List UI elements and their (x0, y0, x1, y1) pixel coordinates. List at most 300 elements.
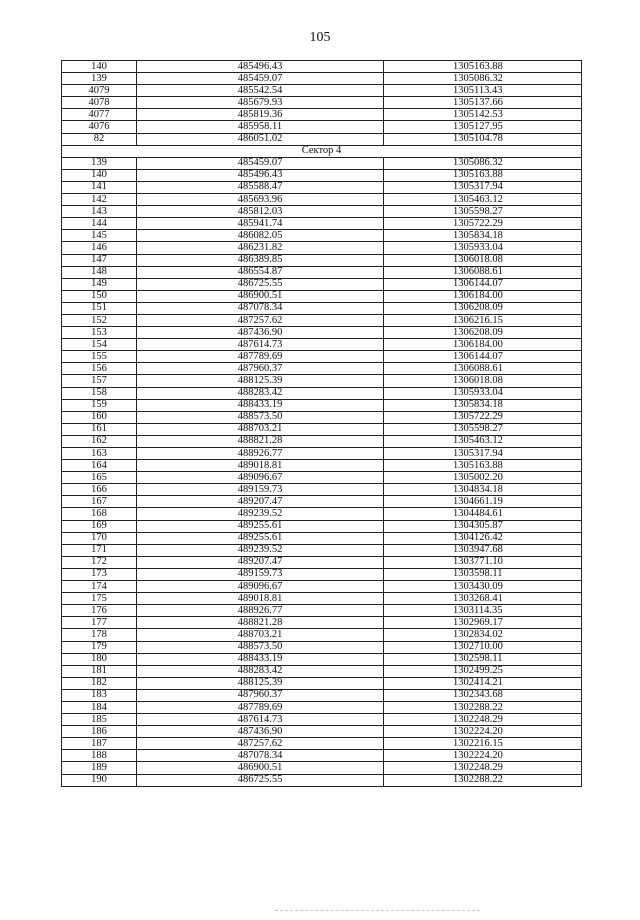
table-row (62, 738, 582, 750)
x-coordinate-cell: 486725.55 (137, 278, 384, 290)
table-row (62, 339, 582, 351)
y-coordinate-value: 1303771.10 (453, 556, 503, 568)
page-number: 105 (309, 30, 331, 45)
y-coordinate-cell (384, 738, 582, 750)
y-coordinate-cell (384, 714, 582, 726)
point-number-cell: 4078 (62, 97, 137, 109)
point-number-cell: 144 (62, 218, 137, 230)
y-coordinate-value: 1305104.78 (453, 133, 503, 145)
y-coordinate-value: 1304661.19 (453, 495, 503, 507)
y-coordinate-cell (384, 363, 582, 375)
y-coordinate-value: 1304484.61 (453, 508, 503, 520)
x-coordinate-cell: 486900.51 (137, 290, 384, 302)
y-coordinate-value: 1306144.07 (453, 350, 503, 362)
y-coordinate-value: 1305002.20 (453, 471, 503, 483)
table-row (62, 351, 582, 363)
x-coordinate-cell: 485542.54 (137, 85, 384, 97)
x-coordinate-cell: 488703.21 (137, 423, 384, 435)
table-row (62, 484, 582, 496)
x-coordinate-cell: 485941.74 (137, 218, 384, 230)
point-number-cell: 190 (62, 774, 137, 786)
y-coordinate-cell (384, 242, 582, 254)
y-coordinate-value: 1305163.88 (453, 169, 503, 181)
y-coordinate-cell (384, 73, 582, 85)
y-coordinate-cell (384, 532, 582, 544)
y-coordinate-value: 1305142.53 (453, 108, 503, 120)
y-coordinate-value: 1305127.95 (453, 121, 503, 133)
point-number-cell: 82 (62, 133, 137, 145)
x-coordinate-cell: 486389.85 (137, 254, 384, 266)
y-coordinate-cell (384, 327, 582, 339)
point-number-cell: 173 (62, 568, 137, 580)
x-coordinate-cell: 488821.28 (137, 435, 384, 447)
y-coordinate-value: 1305722.29 (453, 217, 503, 229)
y-coordinate-cell (384, 290, 582, 302)
y-coordinate-value: 1305317.94 (453, 181, 503, 193)
table-row (62, 689, 582, 701)
table-row (62, 133, 582, 145)
y-coordinate-cell (384, 774, 582, 786)
table-row (62, 194, 582, 206)
y-coordinate-cell (384, 605, 582, 617)
point-number-cell: 180 (62, 653, 137, 665)
table-row (62, 496, 582, 508)
table-row (62, 677, 582, 689)
point-number-cell: 140 (62, 61, 137, 73)
x-coordinate-cell: 485459.07 (137, 157, 384, 169)
x-coordinate-cell: 485819.36 (137, 109, 384, 121)
table-row (62, 726, 582, 738)
y-coordinate-cell (384, 230, 582, 242)
x-coordinate-cell: 488703.21 (137, 629, 384, 641)
table-row (62, 85, 582, 97)
y-coordinate-cell (384, 387, 582, 399)
x-coordinate-cell: 487960.37 (137, 363, 384, 375)
table-row (62, 411, 582, 423)
x-coordinate-cell: 489239.52 (137, 508, 384, 520)
y-coordinate-cell (384, 218, 582, 230)
x-coordinate-cell: 488926.77 (137, 605, 384, 617)
point-number-cell: 177 (62, 617, 137, 629)
point-number-cell: 183 (62, 689, 137, 701)
table-row (62, 762, 582, 774)
point-number-cell: 165 (62, 472, 137, 484)
y-coordinate-cell (384, 556, 582, 568)
table-row (62, 581, 582, 593)
x-coordinate-cell: 485496.43 (137, 169, 384, 181)
table-row (62, 605, 582, 617)
x-coordinate-cell: 489255.61 (137, 520, 384, 532)
y-coordinate-cell (384, 61, 582, 73)
y-coordinate-cell (384, 665, 582, 677)
x-coordinate-cell: 488433.19 (137, 653, 384, 665)
table-row (62, 121, 582, 133)
table-row (62, 750, 582, 762)
point-number-cell: 162 (62, 435, 137, 447)
point-number-cell: 143 (62, 206, 137, 218)
point-number-cell: 187 (62, 738, 137, 750)
x-coordinate-cell: 485693.96 (137, 194, 384, 206)
x-coordinate-cell: 488573.50 (137, 641, 384, 653)
x-coordinate-cell: 487257.62 (137, 314, 384, 326)
y-coordinate-cell (384, 194, 582, 206)
point-number-cell: 182 (62, 677, 137, 689)
table-row (62, 254, 582, 266)
y-coordinate-value: 1302248.29 (453, 713, 503, 725)
table-row (62, 242, 582, 254)
y-coordinate-value: 1302248.29 (453, 761, 503, 773)
x-coordinate-cell: 488433.19 (137, 399, 384, 411)
point-number-cell: 154 (62, 339, 137, 351)
y-coordinate-value: 1306216.15 (453, 314, 503, 326)
table-row (62, 314, 582, 326)
y-coordinate-value: 1302414.21 (453, 677, 503, 689)
table-row (62, 181, 582, 193)
y-coordinate-cell (384, 169, 582, 181)
point-number-cell: 146 (62, 242, 137, 254)
y-coordinate-value: 1305463.12 (453, 193, 503, 205)
y-coordinate-cell (384, 109, 582, 121)
x-coordinate-cell: 489255.61 (137, 532, 384, 544)
table-row (62, 653, 582, 665)
x-coordinate-cell: 487789.69 (137, 701, 384, 713)
y-coordinate-cell (384, 750, 582, 762)
y-coordinate-cell (384, 689, 582, 701)
x-coordinate-cell: 489207.47 (137, 496, 384, 508)
x-coordinate-cell: 486231.82 (137, 242, 384, 254)
y-coordinate-value: 1305163.88 (453, 459, 503, 471)
table-row (62, 544, 582, 556)
y-coordinate-value: 1306144.07 (453, 278, 503, 290)
y-coordinate-cell (384, 85, 582, 97)
point-number-cell: 170 (62, 532, 137, 544)
table-row (62, 460, 582, 472)
y-coordinate-cell (384, 726, 582, 738)
y-coordinate-value: 1305137.66 (453, 96, 503, 108)
point-number-cell: 176 (62, 605, 137, 617)
x-coordinate-cell: 486554.87 (137, 266, 384, 278)
y-coordinate-cell (384, 653, 582, 665)
y-coordinate-cell (384, 593, 582, 605)
table-row (62, 593, 582, 605)
y-coordinate-value: 1302834.02 (453, 628, 503, 640)
point-number-cell: 171 (62, 544, 137, 556)
y-coordinate-value: 1305722.29 (453, 411, 503, 423)
table-row (62, 327, 582, 339)
table-row (62, 375, 582, 387)
table-row (62, 206, 582, 218)
y-coordinate-cell (384, 302, 582, 314)
point-number-cell: 175 (62, 593, 137, 605)
y-coordinate-cell (384, 399, 582, 411)
y-coordinate-cell (384, 181, 582, 193)
y-coordinate-cell (384, 266, 582, 278)
x-coordinate-cell: 485812.03 (137, 206, 384, 218)
table-row (62, 109, 582, 121)
bottom-rule (275, 910, 480, 911)
y-coordinate-value: 1302969.17 (453, 616, 503, 628)
y-coordinate-cell (384, 629, 582, 641)
x-coordinate-cell: 488573.50 (137, 411, 384, 423)
x-coordinate-cell: 485679.93 (137, 97, 384, 109)
point-number-cell: 157 (62, 375, 137, 387)
y-coordinate-value: 1302710.00 (453, 641, 503, 653)
table-row (62, 508, 582, 520)
table-row (62, 399, 582, 411)
point-number-cell: 141 (62, 181, 137, 193)
y-coordinate-value: 1305834.18 (453, 399, 503, 411)
y-coordinate-value: 1306184.00 (453, 290, 503, 302)
point-number-cell: 174 (62, 581, 137, 593)
y-coordinate-value: 1305933.04 (453, 241, 503, 253)
x-coordinate-cell: 486082.05 (137, 230, 384, 242)
point-number-cell: 178 (62, 629, 137, 641)
table-row (62, 520, 582, 532)
y-coordinate-cell (384, 157, 582, 169)
y-coordinate-value: 1306018.08 (453, 374, 503, 386)
x-coordinate-cell: 485588.47 (137, 181, 384, 193)
x-coordinate-cell: 485958.11 (137, 121, 384, 133)
point-number-cell: 186 (62, 726, 137, 738)
y-coordinate-cell (384, 339, 582, 351)
y-coordinate-cell (384, 544, 582, 556)
y-coordinate-value: 1306208.09 (453, 302, 503, 314)
point-number-cell: 148 (62, 266, 137, 278)
y-coordinate-value: 1303268.41 (453, 592, 503, 604)
y-coordinate-cell (384, 423, 582, 435)
y-coordinate-cell (384, 375, 582, 387)
y-coordinate-cell (384, 581, 582, 593)
y-coordinate-cell (384, 520, 582, 532)
point-number-cell: 139 (62, 157, 137, 169)
y-coordinate-value: 1305163.88 (453, 60, 503, 72)
section-header-row (62, 145, 582, 157)
x-coordinate-cell: 489239.52 (137, 544, 384, 556)
point-number-cell: 188 (62, 750, 137, 762)
x-coordinate-cell: 486051.02 (137, 133, 384, 145)
x-coordinate-cell: 485459.07 (137, 73, 384, 85)
x-coordinate-cell: 488821.28 (137, 617, 384, 629)
x-coordinate-cell: 486725.55 (137, 774, 384, 786)
point-number-cell: 147 (62, 254, 137, 266)
coordinates-table-body (62, 61, 582, 787)
point-number-cell: 156 (62, 363, 137, 375)
point-number-cell: 189 (62, 762, 137, 774)
point-number-cell: 139 (62, 73, 137, 85)
table-row (62, 73, 582, 85)
x-coordinate-cell: 487078.34 (137, 750, 384, 762)
table-row (62, 774, 582, 786)
point-number-cell: 159 (62, 399, 137, 411)
x-coordinate-cell: 488926.77 (137, 448, 384, 460)
point-number-cell: 167 (62, 496, 137, 508)
table-row (62, 472, 582, 484)
y-coordinate-value: 1303598.11 (453, 568, 503, 580)
x-coordinate-cell: 488283.42 (137, 387, 384, 399)
y-coordinate-value: 1305113.43 (453, 84, 503, 96)
table-row (62, 97, 582, 109)
y-coordinate-cell (384, 484, 582, 496)
table-row (62, 266, 582, 278)
y-coordinate-cell (384, 97, 582, 109)
y-coordinate-cell (384, 460, 582, 472)
y-coordinate-value: 1306184.00 (453, 338, 503, 350)
x-coordinate-cell: 487614.73 (137, 714, 384, 726)
table-row (62, 714, 582, 726)
y-coordinate-cell (384, 254, 582, 266)
y-coordinate-value: 1302224.20 (453, 725, 503, 737)
x-coordinate-cell: 487436.90 (137, 327, 384, 339)
y-coordinate-value: 1305317.94 (453, 447, 503, 459)
y-coordinate-cell (384, 435, 582, 447)
y-coordinate-value: 1305463.12 (453, 435, 503, 447)
point-number-cell: 166 (62, 484, 137, 496)
point-number-cell: 140 (62, 169, 137, 181)
point-number-cell: 172 (62, 556, 137, 568)
y-coordinate-value: 1305086.32 (453, 72, 503, 84)
table-row (62, 290, 582, 302)
y-coordinate-value: 1306018.08 (453, 254, 503, 266)
x-coordinate-cell: 487789.69 (137, 351, 384, 363)
point-number-cell: 151 (62, 302, 137, 314)
table-row (62, 61, 582, 73)
y-coordinate-value: 1306208.09 (453, 326, 503, 338)
table-row (62, 157, 582, 169)
point-number-cell: 169 (62, 520, 137, 532)
table-row (62, 363, 582, 375)
x-coordinate-cell: 487257.62 (137, 738, 384, 750)
y-coordinate-cell (384, 762, 582, 774)
y-coordinate-cell (384, 677, 582, 689)
y-coordinate-cell (384, 133, 582, 145)
y-coordinate-value: 1302224.20 (453, 749, 503, 761)
x-coordinate-cell: 489018.81 (137, 460, 384, 472)
table-row (62, 641, 582, 653)
y-coordinate-cell (384, 314, 582, 326)
y-coordinate-value: 1302216.15 (453, 737, 503, 749)
table-row (62, 387, 582, 399)
x-coordinate-cell: 488125.39 (137, 375, 384, 387)
point-number-cell: 153 (62, 327, 137, 339)
y-coordinate-cell (384, 121, 582, 133)
table-row (62, 556, 582, 568)
table-row (62, 302, 582, 314)
y-coordinate-value: 1303430.09 (453, 580, 503, 592)
table-row (62, 617, 582, 629)
y-coordinate-value: 1304305.87 (453, 520, 503, 532)
y-coordinate-value: 1305933.04 (453, 387, 503, 399)
x-coordinate-cell: 488125.39 (137, 677, 384, 689)
y-coordinate-value: 1305598.27 (453, 205, 503, 217)
y-coordinate-value: 1302288.22 (453, 701, 503, 713)
y-coordinate-value: 1303947.68 (453, 544, 503, 556)
y-coordinate-value: 1302288.22 (453, 774, 503, 786)
section-label: Сектор 4 (62, 145, 582, 157)
y-coordinate-cell (384, 568, 582, 580)
point-number-cell: 181 (62, 665, 137, 677)
table-row (62, 532, 582, 544)
y-coordinate-value: 1302499.25 (453, 665, 503, 677)
table-row (62, 218, 582, 230)
x-coordinate-cell: 487078.34 (137, 302, 384, 314)
point-number-cell: 163 (62, 448, 137, 460)
x-coordinate-cell: 487614.73 (137, 339, 384, 351)
point-number-cell: 142 (62, 194, 137, 206)
point-number-cell: 179 (62, 641, 137, 653)
y-coordinate-cell (384, 641, 582, 653)
table-row (62, 701, 582, 713)
table-row (62, 629, 582, 641)
y-coordinate-cell (384, 206, 582, 218)
x-coordinate-cell: 489096.67 (137, 472, 384, 484)
point-number-cell: 149 (62, 278, 137, 290)
y-coordinate-value: 1304126.42 (453, 532, 503, 544)
point-number-cell: 145 (62, 230, 137, 242)
point-number-cell: 168 (62, 508, 137, 520)
point-number-cell: 4079 (62, 85, 137, 97)
y-coordinate-cell (384, 508, 582, 520)
coordinates-table (61, 60, 582, 787)
point-number-cell: 152 (62, 314, 137, 326)
y-coordinate-cell (384, 448, 582, 460)
x-coordinate-cell: 488283.42 (137, 665, 384, 677)
x-coordinate-cell: 486900.51 (137, 762, 384, 774)
y-coordinate-value: 1305598.27 (453, 423, 503, 435)
point-number-cell: 184 (62, 701, 137, 713)
y-coordinate-cell (384, 701, 582, 713)
y-coordinate-cell (384, 496, 582, 508)
y-coordinate-cell (384, 411, 582, 423)
y-coordinate-cell (384, 351, 582, 363)
y-coordinate-value: 1302343.68 (453, 689, 503, 701)
y-coordinate-value: 1304834.18 (453, 483, 503, 495)
table-row (62, 230, 582, 242)
y-coordinate-value: 1306088.61 (453, 266, 503, 278)
x-coordinate-cell: 489096.67 (137, 581, 384, 593)
point-number-cell: 185 (62, 714, 137, 726)
table-row (62, 568, 582, 580)
y-coordinate-value: 1305834.18 (453, 229, 503, 241)
table-row (62, 435, 582, 447)
table-row (62, 169, 582, 181)
point-number-cell: 160 (62, 411, 137, 423)
table-row (62, 423, 582, 435)
x-coordinate-cell: 489159.73 (137, 568, 384, 580)
point-number-cell: 158 (62, 387, 137, 399)
y-coordinate-value: 1302598.11 (453, 653, 503, 665)
y-coordinate-value: 1303114.35 (453, 604, 503, 616)
x-coordinate-cell: 489159.73 (137, 484, 384, 496)
y-coordinate-value: 1305086.32 (453, 157, 503, 169)
point-number-cell: 164 (62, 460, 137, 472)
table-row (62, 278, 582, 290)
table-row (62, 448, 582, 460)
x-coordinate-cell: 487960.37 (137, 689, 384, 701)
point-number-cell: 4076 (62, 121, 137, 133)
x-coordinate-cell: 487436.90 (137, 726, 384, 738)
point-number-cell: 155 (62, 351, 137, 363)
x-coordinate-cell: 489018.81 (137, 593, 384, 605)
y-coordinate-value: 1306088.61 (453, 362, 503, 374)
x-coordinate-cell: 489207.47 (137, 556, 384, 568)
point-number-cell: 4077 (62, 109, 137, 121)
x-coordinate-cell: 485496.43 (137, 61, 384, 73)
y-coordinate-cell (384, 472, 582, 484)
point-number-cell: 150 (62, 290, 137, 302)
table-row (62, 665, 582, 677)
y-coordinate-cell (384, 278, 582, 290)
point-number-cell: 161 (62, 423, 137, 435)
